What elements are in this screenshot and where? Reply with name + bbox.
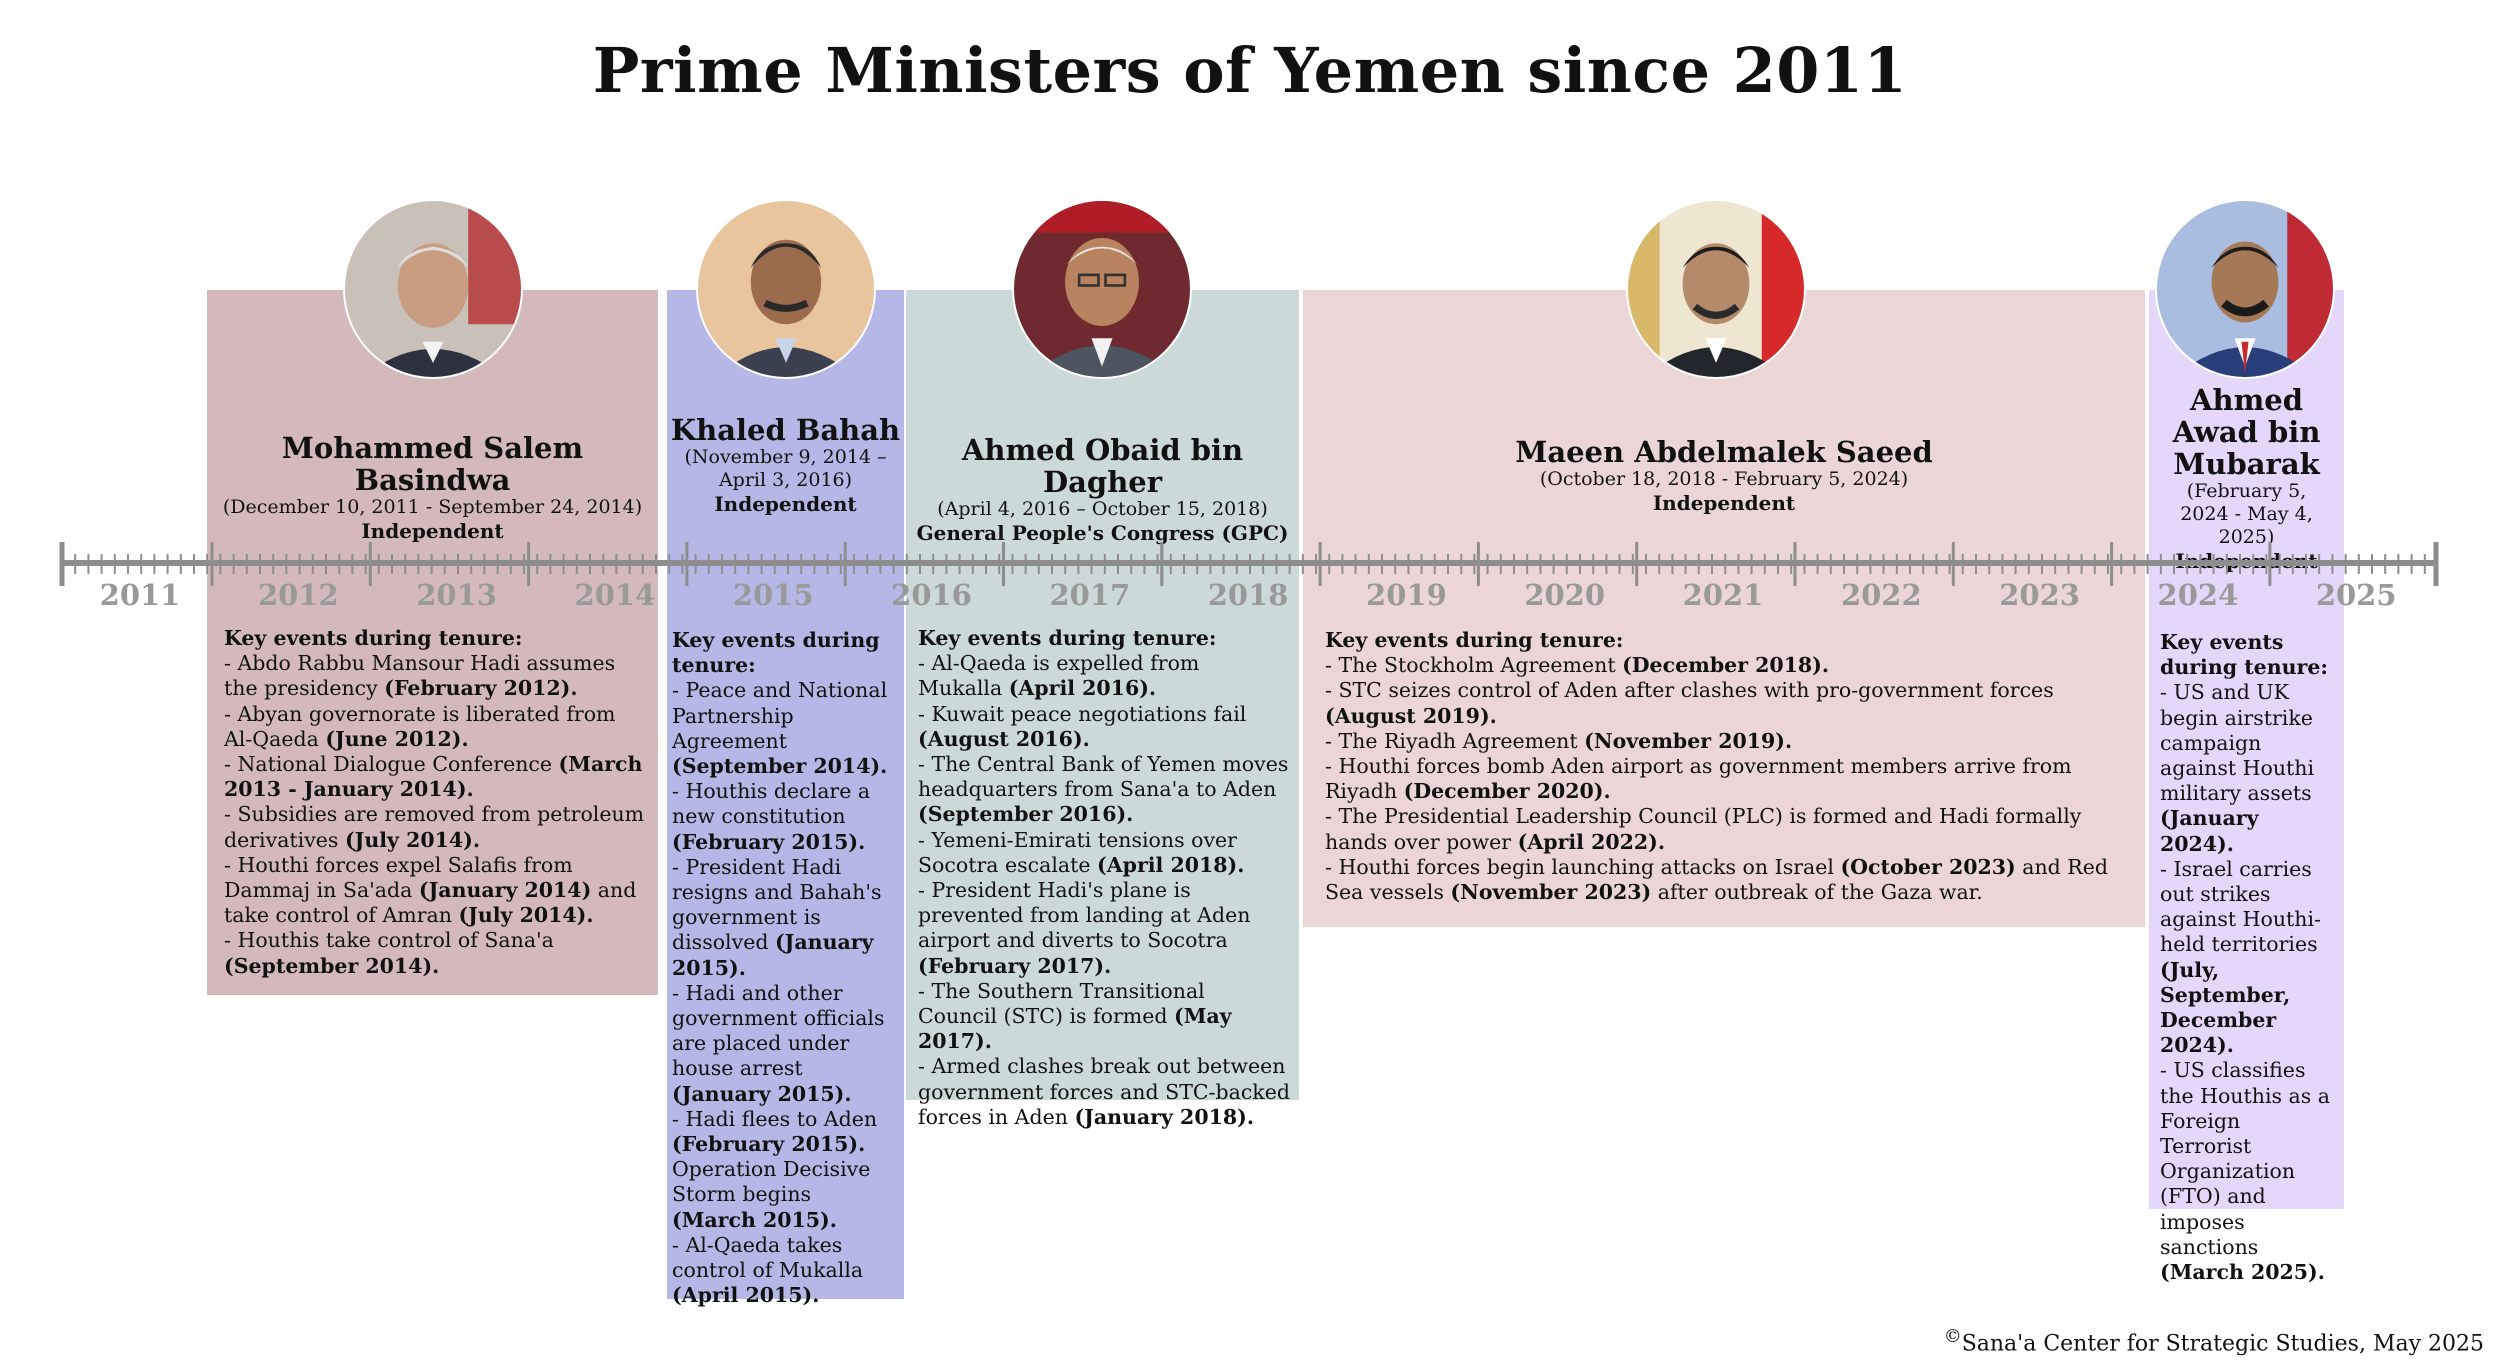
year-label: 2022	[1840, 578, 1922, 612]
event-item: - The Stockholm Agreement (December 2018).	[1325, 653, 1830, 678]
pm-name: Mohammed Salem Basindwa	[281, 431, 584, 497]
event-item: - The Presidential Leadership Council (PLC) is formed and Hadi formally hands over power (April 2022).	[1325, 804, 2082, 854]
event-item: - Armed clashes break out between government forces and STC-backed forces in Aden (January 2018).	[918, 1054, 1290, 1129]
event-item: - President Hadi's plane is prevented from landing at Aden airport and diverts to Socotra (February 2017).	[918, 878, 1251, 978]
pm-party: Independent	[1652, 491, 1796, 515]
event-item: - Kuwait peace negotiations fail (August 2016).	[918, 701, 1247, 751]
year-label: 2021	[1682, 578, 1764, 612]
event-item: - Houthi forces expel Salafis from Dammaj in Sa'ada (January 2014) and take control of Amran (July 2014).	[224, 852, 637, 928]
year-label: 2017	[1049, 578, 1131, 612]
pm-header-bahah	[667, 414, 904, 516]
event-list	[918, 651, 1290, 1130]
year-label: 2016	[891, 578, 972, 612]
event-item: - The Central Bank of Yemen moves headquarters from Sana'a to Aden (September 2016).	[918, 752, 1289, 827]
events-heading: Key events during tenure:	[224, 626, 523, 650]
event-item: - Al-Qaeda takes control of Mukalla (April 2015).	[672, 1232, 864, 1308]
event-item: - Abdo Rabbu Mansour Hadi assumes the presidency (February 2012).	[224, 651, 616, 701]
event-item: - Yemeni-Emirati tensions over Socotra escalate (April 2018).	[918, 827, 1245, 877]
portrait-basindwa	[345, 201, 521, 377]
event-item: - Houthis take control of Sana'a (September 2014).	[224, 928, 554, 978]
year-label: 2013	[416, 578, 497, 612]
chart-title: Prime Ministers of Yemen since 2011	[592, 34, 1908, 107]
pm-name: Ahmed Obaid bin Dagher	[961, 433, 1244, 499]
pm-party: Independent	[361, 519, 504, 543]
pm-header-dagher	[906, 434, 1299, 545]
copyright-symbol: ©	[1943, 1326, 1962, 1347]
event-item: - Hadi and other government officials are placed under house arrest (January 2015).	[672, 980, 885, 1106]
event-item: - The Riyadh Agreement (November 2019).	[1325, 728, 1793, 753]
pm-dates: (February 5, 2024 - May 4, 2025)	[2180, 480, 2313, 548]
pm-party: Independent	[714, 492, 857, 516]
event-item: - National Dialogue Conference (March 2013 - January 2014).	[224, 752, 643, 802]
events-basindwa	[224, 626, 648, 979]
events-heading: Key events during tenure:	[1325, 628, 1624, 652]
pm-header-saeed	[1303, 436, 2145, 515]
pm-name: Khaled Bahah	[670, 413, 901, 447]
event-list	[1325, 653, 2115, 905]
pm-name: Maeen Abdelmalek Saeed	[1515, 435, 1933, 469]
event-list	[2160, 680, 2338, 1285]
pm-party: General People's Congress (GPC)	[916, 521, 1289, 545]
portrait-mubarak	[2157, 201, 2333, 377]
year-label: 2019	[1366, 578, 1447, 612]
year-label: 2018	[1207, 578, 1289, 612]
event-item: - Hadi flees to Aden (February 2015). Operation Decisive Storm begins (March 2015).	[672, 1106, 878, 1232]
credit-text: Sana'a Center for Strategic Studies, May 2025	[1961, 1331, 2484, 1357]
year-label: 2023	[1999, 578, 2080, 612]
year-label: 2025	[2315, 578, 2397, 612]
event-item: - Israel carries out strikes against Houthi-held territories (July, September, December 2024).	[2160, 856, 2321, 1058]
year-label: 2020	[1524, 578, 1606, 612]
year-label: 2011	[99, 578, 181, 612]
event-list	[224, 651, 648, 979]
event-item: - The Southern Transitional Council (STC) is formed (May 2017).	[918, 978, 1232, 1054]
event-item: - Peace and National Partnership Agreement (September 2014).	[672, 678, 888, 779]
event-list	[672, 678, 900, 1308]
events-bahah	[672, 628, 900, 1308]
event-item: - President Hadi resigns and Bahah's government is dissolved (January 2015).	[672, 854, 882, 980]
events-heading: Key events during tenure:	[672, 628, 880, 678]
portrait-dagher	[1014, 201, 1190, 377]
year-label: 2012	[257, 578, 339, 612]
portrait-saeed	[1628, 201, 1804, 377]
year-label: 2014	[574, 578, 656, 612]
events-heading: Key events during tenure:	[2160, 630, 2328, 680]
event-item: - US classifies the Houthis as a Foreign Terrorist Organization (FTO) and imposes sanctions (March 2025).	[2160, 1058, 2331, 1285]
events-heading: Key events during tenure:	[918, 626, 1217, 650]
event-item: - Houthi forces begin launching attacks on Israel (October 2023) and Red Sea vessels (November 2023) after outbreak of the Gaza war.	[1325, 854, 2108, 905]
event-item: - Al-Qaeda is expelled from Mukalla (April 2016).	[918, 651, 1200, 701]
year-label: 2024	[2157, 578, 2239, 612]
pm-header-basindwa	[207, 432, 658, 543]
event-item: - Houthi forces bomb Aden airport as government members arrive from Riyadh (December 2020).	[1325, 754, 2072, 804]
event-item: - US and UK begin airstrike campaign against Houthi military assets (January 2024).	[2160, 680, 2315, 856]
event-item: - Abyan governorate is liberated from Al-Qaeda (June 2012).	[224, 701, 616, 751]
event-item: - STC seizes control of Aden after clashes with pro-government forces (August 2019).	[1325, 678, 2054, 728]
event-item: - Houthis declare a new constitution (February 2015).	[672, 779, 871, 854]
pm-name: Ahmed Awad bin Mubarak	[2172, 383, 2321, 481]
credit-line	[1944, 1326, 2484, 1356]
events-mubarak	[2160, 630, 2338, 1285]
pm-dates: (October 18, 2018 - February 5, 2024)	[1539, 468, 1909, 490]
events-saeed	[1325, 628, 2115, 905]
event-item: - Subsidies are removed from petroleum derivatives (July 2014).	[224, 802, 645, 852]
year-label: 2015	[732, 578, 814, 612]
pm-dates: (April 4, 2016 – October 15, 2018)	[937, 498, 1268, 520]
events-dagher	[918, 626, 1290, 1130]
pm-dates: (December 10, 2011 - September 24, 2014)	[222, 496, 643, 518]
pm-dates: (November 9, 2014 – April 3, 2016)	[684, 446, 887, 491]
portrait-bahah	[698, 201, 874, 377]
